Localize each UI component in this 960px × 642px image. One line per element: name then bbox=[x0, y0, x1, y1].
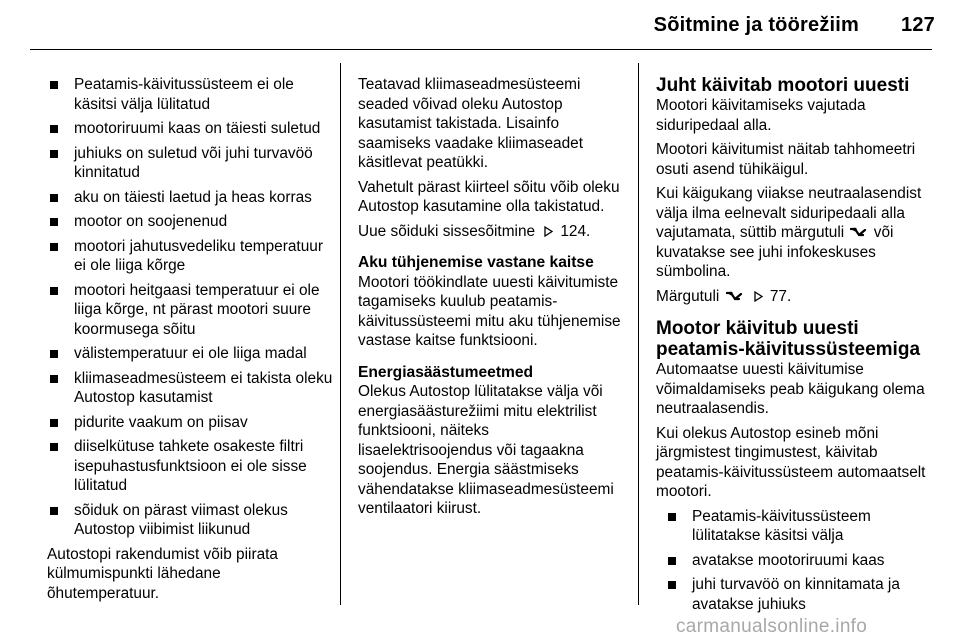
section-heading: Mootor käivitub uuesti peatamis-käivitussüsteemiga bbox=[656, 318, 921, 360]
paragraph: Mootori töökindlate uuesti käivitumiste tagamiseks kuulub peatamis-käivitussüsteemi mitu aku tühjenemise vastase kaitse funktsiooni. bbox=[358, 273, 621, 349]
page-reference-link[interactable]: 77. bbox=[769, 287, 792, 305]
list-item: diiselkütuse tahkete osakeste filtri isepuhastusfunktsioon ei ole sisse lülitatud bbox=[47, 437, 333, 496]
cross-reference-text: Uue sõiduki sissesõitmine bbox=[358, 222, 536, 240]
list-item: mootori heitgaasi temperatuur ei ole liiga kõrge, nt pärast mootori suure koormusega sõitu bbox=[47, 281, 333, 340]
list-item: pidurite vaakum on piisav bbox=[47, 413, 333, 433]
paragraph: Automaatse uuesti käivitumise võimaldamiseks peab käigukang olema neutraalasendis. bbox=[656, 361, 925, 417]
column-2 bbox=[358, 75, 626, 524]
paragraph: Kui olekus Autostop esineb mõni järgmistest tingimustest, käivitab peatamis-käivitussüsteem automaatselt mootori. bbox=[656, 424, 926, 500]
list-item: Peatamis-käivitussüsteem ei ole käsitsi välja lülitatud bbox=[47, 75, 333, 114]
list-item: juhiuks on suletud või juhi turvavöö kinnitatud bbox=[47, 144, 333, 183]
paragraph: Mootori käivitumist näitab tahhomeetri osuti asend tühikäigul. bbox=[656, 141, 916, 178]
arrow-triangle-icon bbox=[751, 291, 768, 302]
paragraph: Kui käigukang viiakse neutraalasendist välja ilma eelnevalt siduripedaali alla vajutamata, süttib märgutuli või kuvatakse see juhi infokeskuses sümbolina. bbox=[656, 185, 922, 280]
paragraph: Teatavad kliimaseadmesüsteemi seaded võivad oleku Autostop kasutamist takistada. Lisainfo saamiseks vaadake kliimaseadet käsitlevat peatükki. bbox=[358, 76, 583, 171]
header-rule bbox=[30, 49, 932, 50]
clutch-indicator-icon bbox=[726, 291, 743, 302]
column-divider bbox=[638, 63, 639, 605]
list-item: mootor on soojenenud bbox=[47, 212, 333, 232]
page-reference-link[interactable]: 124. bbox=[560, 222, 591, 240]
column-3 bbox=[656, 75, 936, 619]
list-item: avatakse mootoriruumi kaas bbox=[665, 551, 936, 571]
section-heading: Energiasäästumeetmed bbox=[358, 363, 534, 381]
paragraph: Mootori käivitamiseks vajutada siduripedaal alla. bbox=[656, 97, 866, 134]
list-item: aku on täiesti laetud ja heas korras bbox=[47, 188, 333, 208]
list-item: mootori jahutusvedeliku temperatuur ei ole liiga kõrge bbox=[47, 237, 333, 276]
clutch-indicator-icon bbox=[850, 227, 867, 238]
list-item: Peatamis-käivitussüsteem lülitatakse käsitsi välja bbox=[665, 507, 936, 546]
section-heading: Aku tühjenemise vastane kaitse bbox=[358, 254, 594, 271]
paragraph: Vahetult pärast kiirteel sõitu võib oleku Autostop kasutamine olla takistatud. bbox=[358, 178, 620, 215]
list-item: sõiduk on pärast viimast olekus Autostop viibimist liikunud bbox=[47, 501, 333, 540]
list-item: mootoriruumi kaas on täiesti suletud bbox=[47, 119, 333, 139]
page-number: 127 bbox=[901, 14, 935, 36]
list-item: välistemperatuur ei ole liiga madal bbox=[47, 344, 333, 364]
paragraph: Autostopi rakendumist võib piirata külmumispunkti lähedane õhutemperatuur. bbox=[47, 545, 278, 602]
watermark: carmanualsonline.info bbox=[676, 616, 868, 637]
section-heading: Juht käivitab mootori uuesti bbox=[656, 75, 910, 96]
page-header bbox=[0, 14, 935, 37]
chapter-title: Sõitmine ja töörežiim bbox=[653, 14, 860, 36]
arrow-triangle-icon bbox=[541, 226, 558, 237]
paragraph bbox=[358, 222, 626, 242]
column-1 bbox=[47, 75, 333, 608]
paragraph: Märgutuli 77. bbox=[656, 287, 792, 305]
column-divider bbox=[340, 63, 341, 605]
list-item: juhi turvavöö on kinnitamata ja avatakse juhiuks bbox=[665, 575, 936, 614]
list-item: kliimaseadmesüsteem ei takista oleku Autostop kasutamist bbox=[47, 369, 333, 408]
paragraph: Olekus Autostop lülitatakse välja või energiasäästurežiimi mitu elektrilist funktsiooni, näiteks lisaelektrisoojendus või tagaakna soojendus. Energia säästmiseks vähendatakse kliimaseadmesüsteemi ventilaatori kiirust. bbox=[358, 383, 614, 517]
